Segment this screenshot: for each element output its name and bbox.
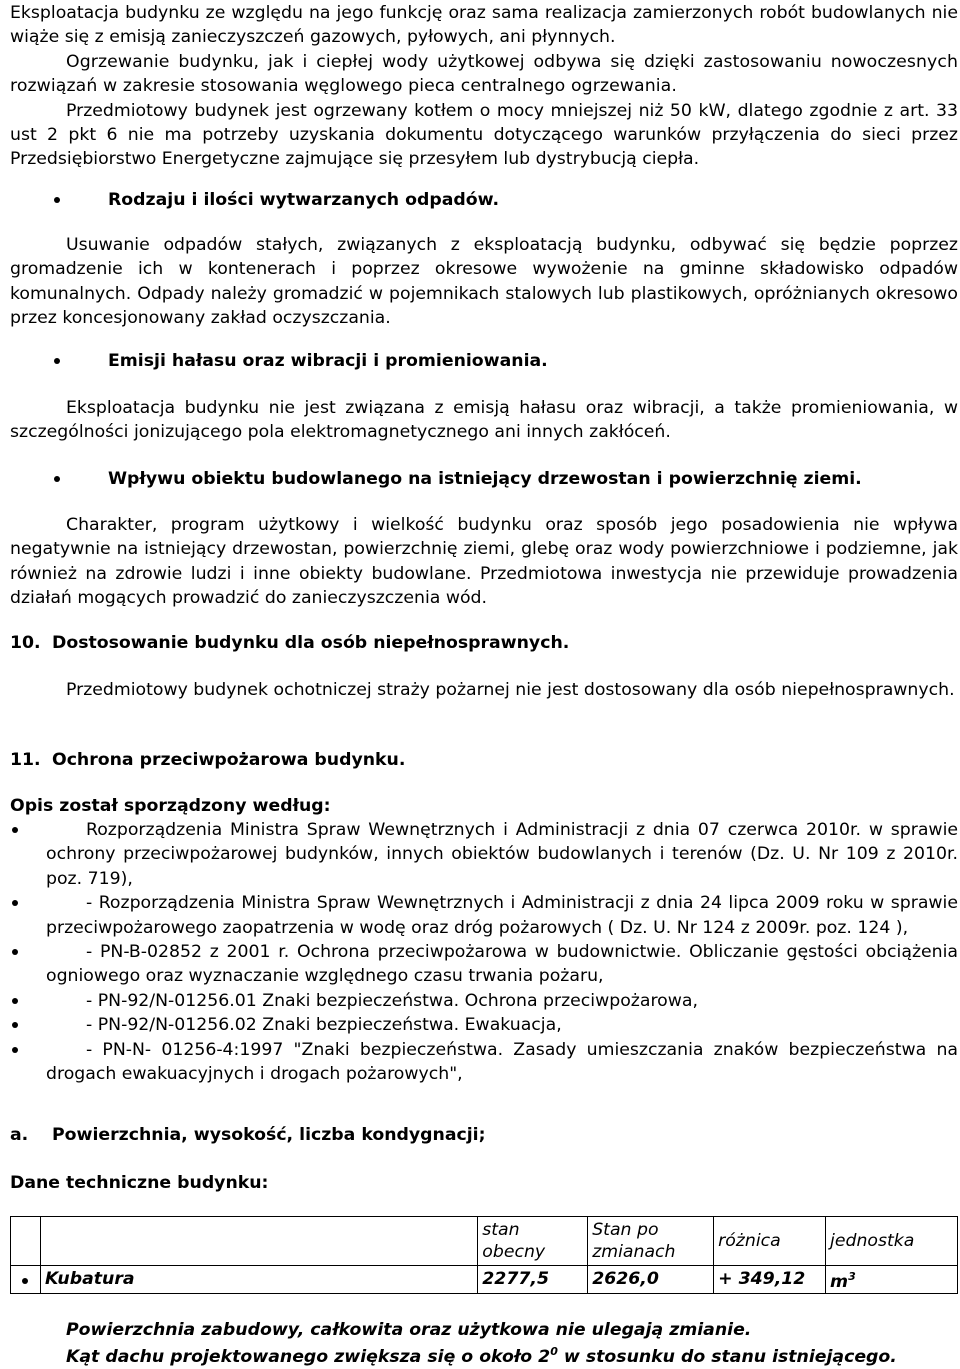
note-text: w stosunku do stanu istniejącego. (557, 1346, 897, 1367)
regulations-list (10, 818, 958, 1086)
intro-paragraph-3: Przedmiotowy budynek jest ogrzewany kotłem o mocy mniejszej niż 50 kW, dlatego zgodnie z art. 33 ust 2 pkt 6 nie ma potrzeby uzyskania dokumentu dotyczącego warunków przyłączenia do sieci przez Przedsiębiorstwo Energetyczne zajmujące się przesyłem lub dystrybucją ciepła. (10, 100, 958, 170)
section-title: Dostosowanie budynku dla osób niepełnosprawnych. (52, 633, 570, 653)
table-cell (826, 1266, 958, 1294)
subsection-title: Powierzchnia, wysokość, liczba kondygnacji; (52, 1125, 486, 1145)
list-item: Rozporządzenia Ministra Spraw Wewnętrznych i Administracji z dnia 07 czerwca 2010r. w sprawie ochrony przeciwpożarowej budynków, innych obiektów budowlanych i terenów (Dz. U. Nr 109 z 2010r. poz. 719), (10, 818, 958, 891)
table-cell: 2626,0 (588, 1266, 714, 1294)
section-text-noise: Eksploatacja budynku nie jest związana z emisją hałasu oraz wibracji, a także promieniowania, w szczególności jonizującego pola elektromagnetycznego ani innych zakłóceń. (10, 398, 958, 443)
note-line-2 (10, 1340, 897, 1369)
section-heading-noise (10, 349, 958, 373)
table-header-cell: różnica (714, 1217, 826, 1266)
list-item: - PN-B-02852 z 2001 r. Ochrona przeciwpożarowa w budownictwie. Obliczanie gęstości obciążenia ogniowego oraz wyznaczanie względnego czasu trwania pożaru, (10, 940, 958, 989)
bullet-icon (12, 1047, 18, 1053)
bullet-icon (12, 900, 18, 906)
bullet-icon (54, 197, 60, 203)
note-text: Kąt dachu projektowanego zwiększa się o około 2 (66, 1346, 551, 1367)
section-number: 11. (10, 750, 41, 770)
subsection-a-heading (10, 1123, 486, 1147)
note-superscript: 0 (550, 1345, 558, 1358)
list-item: - Rozporządzenia Ministra Spraw Wewnętrznych i Administracji z dnia 24 lipca 2009 roku w sprawie przeciwpożarowego zaopatrzenia w wodę oraz dróg pożarowych ( Dz. U. Nr 124 z 2009r. poz. 124 ), (10, 891, 958, 940)
bullet-icon (12, 998, 18, 1004)
heading-text: Emisji hałasu oraz wibracji i promieniowania. (108, 351, 548, 371)
table-header-cell: jednostka (826, 1217, 958, 1266)
bullet-icon (12, 1022, 18, 1028)
heading-text: Rodzaju i ilości wytwarzanych odpadów. (108, 190, 500, 210)
unit-text: m (830, 1271, 849, 1292)
technical-data-table (10, 1216, 958, 1294)
technical-data-heading: Dane techniczne budynku: (10, 1173, 269, 1193)
section-number: 10. (10, 633, 41, 653)
description-basis-heading: Opis został sporządzony według: (10, 796, 331, 816)
note-line-1: Powierzchnia zabudowy, całkowita oraz użytkowa nie ulegają zmianie. (66, 1320, 752, 1340)
table-header-cell: stan obecny (478, 1217, 588, 1266)
table-header-row (11, 1217, 958, 1266)
list-item: - PN-92/N-01256.02 Znaki bezpieczeństwa. Ewakuacja, (10, 1013, 958, 1037)
section-10-text: Przedmiotowy budynek ochotniczej straży pożarnej nie jest dostosowany dla osób niepełnosprawnych. (66, 680, 955, 700)
table-row (11, 1266, 958, 1294)
section-10-heading (10, 631, 569, 655)
section-11-heading (10, 748, 405, 772)
table-header-cell (40, 1217, 477, 1266)
table-header-cell (11, 1217, 41, 1266)
section-heading-waste (10, 188, 958, 212)
table-cell: Kubatura (40, 1266, 477, 1294)
table-cell: 2277,5 (478, 1266, 588, 1294)
intro-block (10, 1, 958, 172)
bullet-icon (12, 827, 18, 833)
list-item: - PN-N- 01256-4:1997 "Znaki bezpieczeństwa. Zasady umieszczania znaków bezpieczeństwa na drogach ewakuacyjnych i drogach pożarowych", (10, 1038, 958, 1087)
section-title: Ochrona przeciwpożarowa budynku. (52, 750, 406, 770)
heading-text: Wpływu obiektu budowlanego na istniejący drzewostan i powierzchnię ziemi. (108, 469, 862, 489)
bullet-icon (54, 358, 60, 364)
intro-paragraph-2: Ogrzewanie budynku, jak i ciepłej wody użytkowej odbywa się dzięki zastosowaniu nowoczesnych rozwiązań w zakresie stosowania węglowego pieca centralnego ogrzewania. (10, 51, 958, 97)
section-text-environment: Charakter, program użytkowy i wielkość budynku oraz sposób jego posadowienia nie wpływa negatywnie na istniejący drzewostan, powierzchnię ziemi, glebę oraz wody powierzchniowe i podziemne, jak również na zdrowie ludzi i inne obiekty budowlane. Przedmiotowa inwestycja nie przewiduje prowadzenia działań mogących prowadzić do zanieczyszczenia wód. (10, 515, 958, 609)
bullet-icon (22, 1278, 28, 1284)
table-header-cell: Stan po zmianach (588, 1217, 714, 1266)
section-heading-environment (10, 467, 960, 491)
bullet-icon (12, 949, 18, 955)
table-cell: + 349,12 (714, 1266, 826, 1294)
table-cell (11, 1266, 41, 1294)
intro-paragraph-1: Eksploatacja budynku ze względu na jego funkcję oraz sama realizacja zamierzonych robót budowlanych nie wiąże się z emisją zanieczyszczeń gazowych, pyłowych, ani płynnych. (10, 3, 958, 48)
subsection-letter: a. (10, 1125, 29, 1145)
section-text-waste: Usuwanie odpadów stałych, związanych z eksploatacją budynku, odbywać się będzie poprzez gromadzenie ich w kontenerach i poprzez okresowe wywożenie na gminne składowisko odpadów komunalnych. Odpady należy gromadzić w pojemnikach stalowych lub plastikowych, opróżnianych okresowo przez koncesjonowany zakład oczyszczania. (10, 235, 958, 329)
bullet-icon (54, 476, 60, 482)
unit-superscript: 3 (848, 1270, 856, 1283)
list-item: - PN-92/N-01256.01 Znaki bezpieczeństwa. Ochrona przeciwpożarowa, (10, 989, 958, 1013)
